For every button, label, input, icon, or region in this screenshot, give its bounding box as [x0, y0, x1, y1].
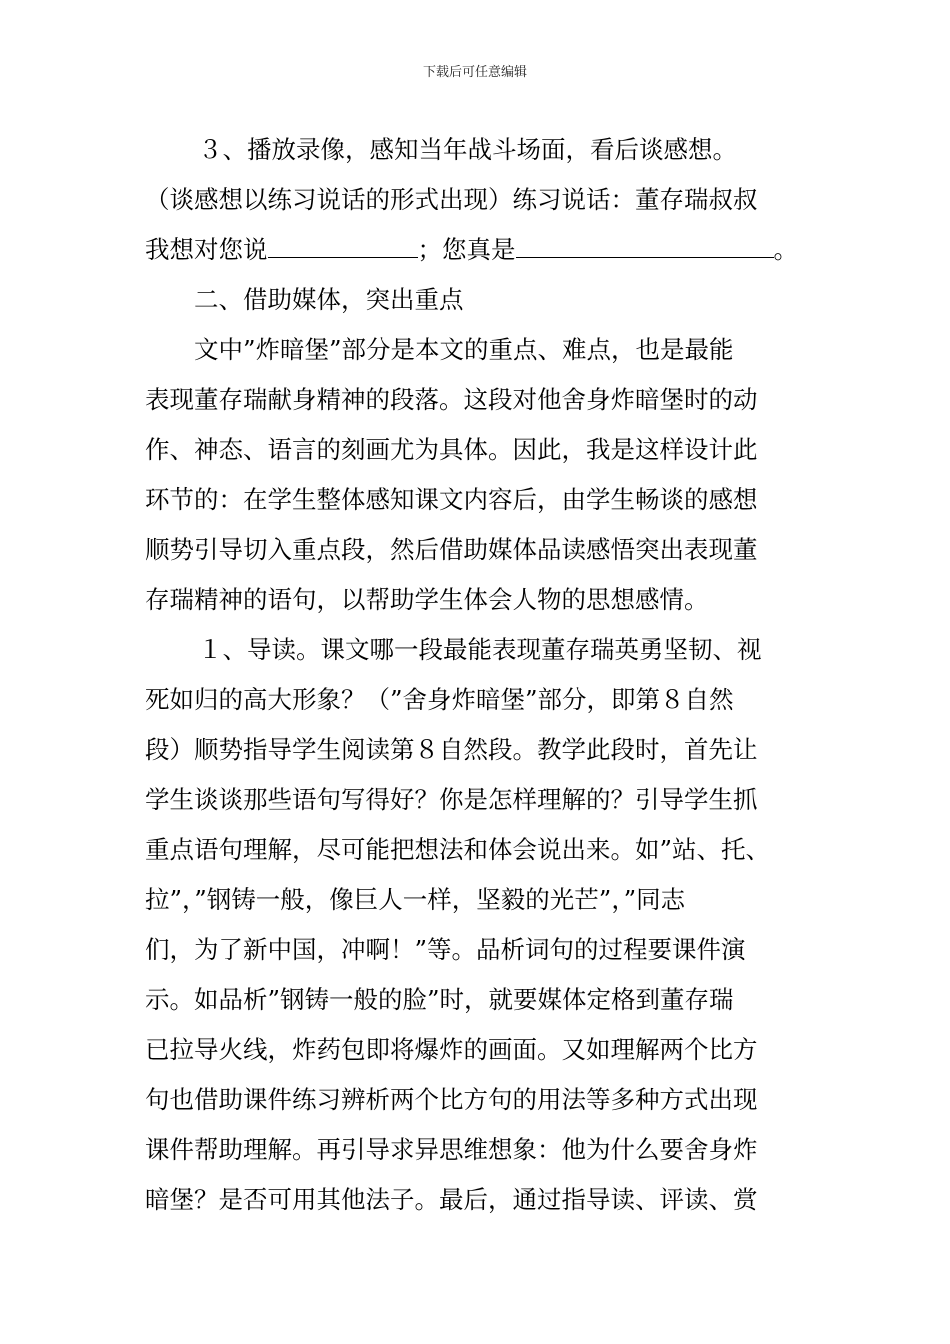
section-heading: 二、借助媒体，突出重点 — [194, 285, 464, 314]
text-line: 句也借助课件练习辨析两个比方句的用法等多种方式出现 — [145, 1085, 758, 1114]
text-line: 文中”炸暗堡”部分是本文的重点、难点，也是最能 — [194, 335, 734, 364]
text-line: 们，为了新中国，冲啊！”等。品析词句的过程要课件演 — [145, 935, 746, 964]
text-line: 暗堡？是否可用其他法子。最后，通过指导读、评读、赏 — [145, 1185, 758, 1214]
text-line: 存瑞精神的语句，以帮助学生体会人物的思想感情。 — [145, 585, 709, 614]
text-line: 已拉导火线，炸药包即将爆炸的画面。又如理解两个比方 — [145, 1035, 758, 1064]
text-line: 拉”，”钢铸一般，像巨人一样，坚毅的光芒”，”同志 — [145, 885, 686, 914]
text-line: 作、神态、语言的刻画尤为具体。因此，我是这样设计此 — [145, 435, 758, 464]
text-line: 段）顺势指导学生阅读第８自然段。教学此段时，首先让 — [145, 735, 758, 764]
page-header: 下载后可任意编辑 — [422, 65, 527, 80]
fill-prompt-2: ；您真是 — [417, 235, 516, 264]
fill-prompt-1: 我想对您说 — [145, 235, 268, 264]
text-line: 重点语句理解，尽可能把想法和体会说出来。如”站、托、 — [145, 835, 771, 864]
text-line-with-blanks — [145, 234, 835, 266]
text-line: 顺势引导切入重点段，然后借助媒体品读感悟突出表现董 — [145, 535, 758, 564]
text-line: （谈感想以练习说话的形式出现）练习说话：董存瑞叔叔 — [145, 185, 758, 214]
text-line: 表现董存瑞献身精神的段落。这段对他舍身炸暗堡时的动 — [145, 385, 758, 414]
text-line: 环节的：在学生整体感知课文内容后，由学生畅谈的感想 — [145, 485, 758, 514]
fill-blank-1 — [268, 235, 418, 258]
text-line: 课件帮助理解。再引导求异思维想象：他为什么要舍身炸 — [145, 1135, 758, 1164]
text-line: ３、播放录像，感知当年战斗场面，看后谈感想。 — [198, 135, 737, 164]
text-line: 死如归的高大形象？（”舍身炸暗堡”部分，即第８自然 — [145, 685, 734, 714]
text-line: 示。如品析”钢铸一般的脸”时，就要媒体定格到董存瑞 — [145, 985, 734, 1014]
fill-blank-2 — [516, 235, 774, 258]
line-end-punctuation: 。 — [773, 235, 798, 264]
text-line: １、导读。课文哪一段最能表现董存瑞英勇坚韧、视 — [198, 635, 762, 664]
text-line: 学生谈谈那些语句写得好？你是怎样理解的？引导学生抓 — [145, 785, 758, 814]
